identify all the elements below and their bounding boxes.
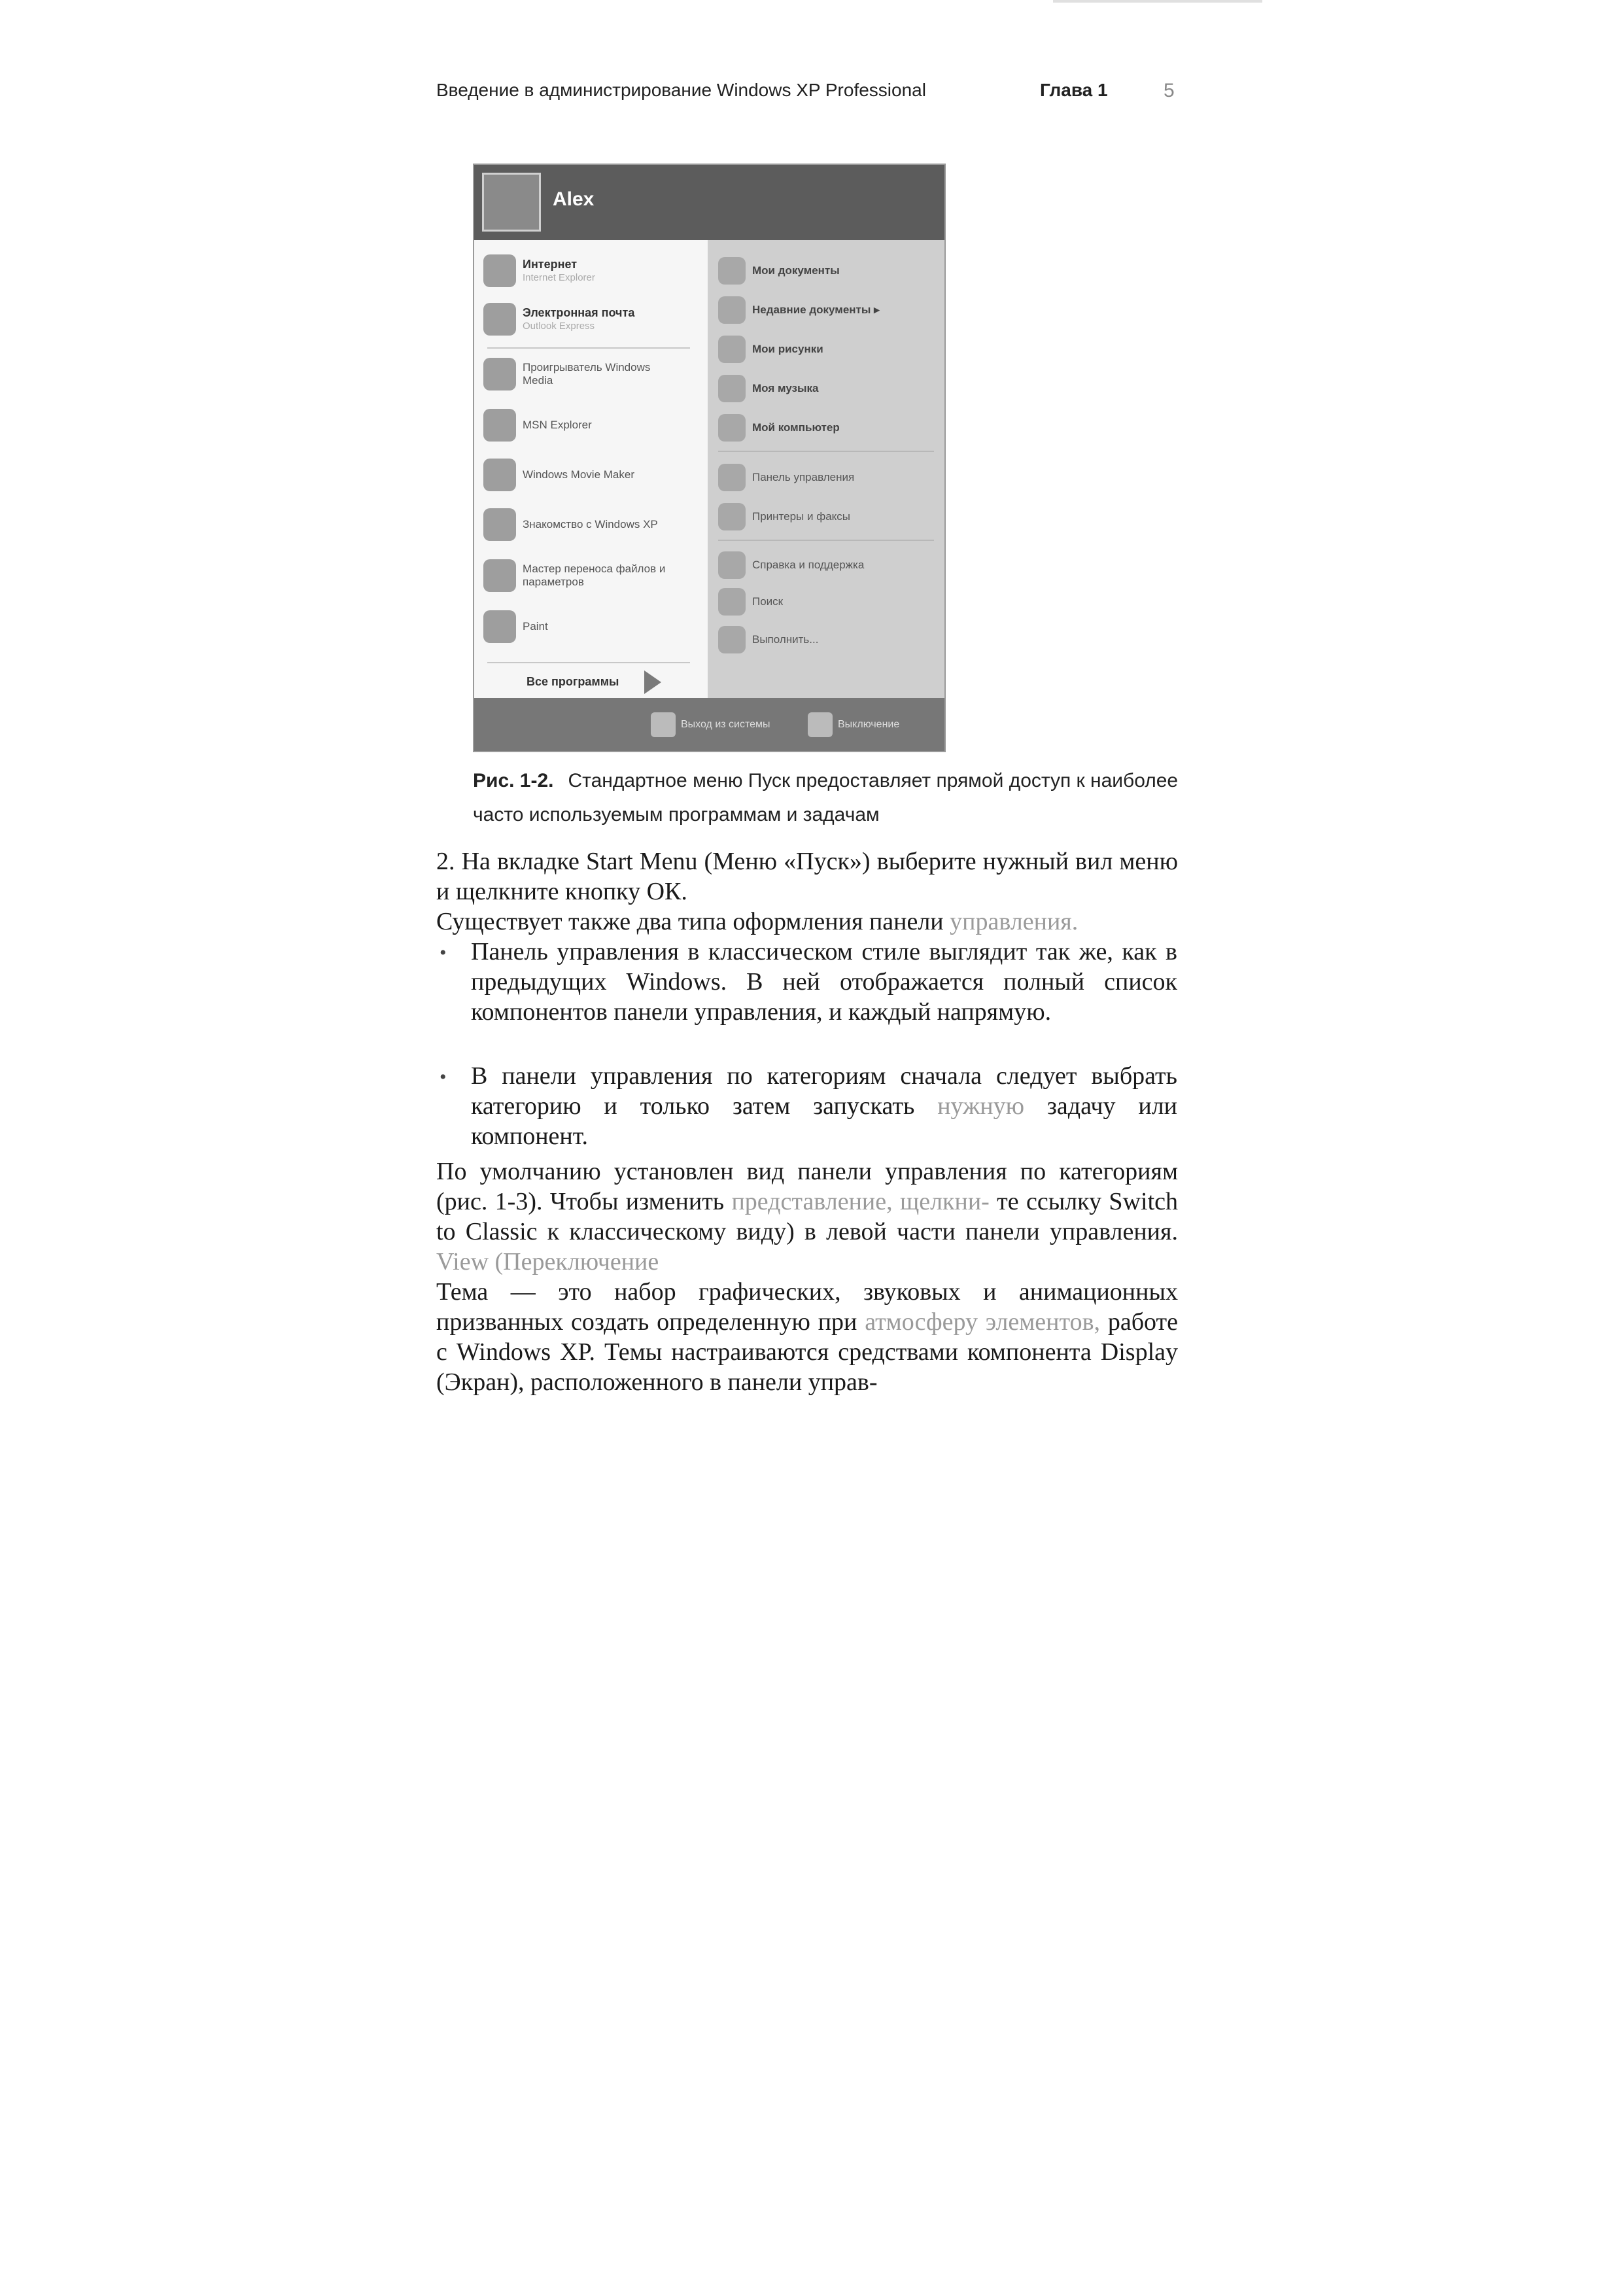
start-menu-footer bbox=[474, 698, 944, 752]
menu-item-recent-documents: Недавние документы ▸ bbox=[718, 296, 880, 324]
page-number: 5 bbox=[1164, 80, 1175, 101]
start-menu-header bbox=[474, 165, 944, 240]
movie-maker-icon bbox=[483, 459, 516, 491]
windows-tour-icon bbox=[483, 508, 516, 541]
menu-item-control-panel: Панель управления bbox=[718, 464, 854, 491]
menu-item-run: Выполнить... bbox=[718, 626, 818, 653]
msn-butterfly-icon bbox=[483, 409, 516, 442]
start-menu-left-column bbox=[474, 240, 708, 698]
menu-item-tour: Знакомство с Windows XP bbox=[483, 508, 658, 541]
menu-separator bbox=[718, 451, 934, 452]
running-header-title: Введение в администрирование Windows XP Professional bbox=[436, 80, 926, 100]
search-icon bbox=[718, 588, 746, 616]
menu-item-movie-maker: Windows Movie Maker bbox=[483, 459, 634, 491]
menu-item-printers: Принтеры и факсы bbox=[718, 503, 850, 530]
menu-item-my-documents: Мои документы bbox=[718, 257, 840, 285]
menu-item-email: Электронная почта Outlook Express bbox=[483, 303, 634, 336]
shutdown-button: Выключение bbox=[808, 712, 899, 737]
all-programs-label: Все программы bbox=[527, 675, 619, 688]
caption-label: Рис. 1-2. bbox=[473, 770, 554, 791]
transfer-wizard-icon bbox=[483, 559, 516, 592]
bullet-category-view: В панели управления по категориям сначала следует выбрать категорию и только затем запускать нужную задачу или компонент. bbox=[471, 1062, 1177, 1150]
caption-text: Стандартное меню Пуск предоставляет прямой доступ к наиболее часто используемым программам и задачам bbox=[473, 770, 1179, 825]
user-name: Alex bbox=[553, 188, 595, 210]
paragraph-two-types: Существует также два типа оформления панели управления. bbox=[436, 908, 1079, 935]
menu-item-paint: Paint bbox=[483, 610, 548, 643]
paragraph-step-2: 2. На вкладке Start Menu (Меню «Пуск») выберите нужный вил меню и щелкните кнопку ОК. bbox=[436, 848, 1178, 905]
menu-separator bbox=[487, 347, 690, 349]
logoff-button: Выход из системы bbox=[651, 712, 770, 737]
running-header-chapter: Глава 1 bbox=[1040, 80, 1108, 100]
paragraph-theme: Тема — это набор графических, звуковых и анимационных призванных создать определенную при атмосферу элементов, работе с Windows XP. Темы настраиваются средствами компонента Display (Экран), расположенного в панели управ- bbox=[436, 1278, 1179, 1396]
start-menu-right-column bbox=[708, 240, 946, 698]
internet-explorer-icon bbox=[483, 254, 516, 287]
menu-item-internet: Интернет Internet Explorer bbox=[483, 254, 595, 287]
media-player-icon bbox=[483, 358, 516, 391]
menu-item-media-player: Проигрыватель Windows Media bbox=[483, 358, 680, 391]
bullet-classic-view: Панель управления в классическом стиле выглядит так же, как в предыдущих Windows. В ней отображается полный список компонентов панели управления, и каждый напрямую. bbox=[471, 938, 1177, 1026]
control-panel-icon bbox=[718, 464, 746, 491]
all-programs-arrow-icon bbox=[644, 670, 661, 694]
menu-item-help: Справка и поддержка bbox=[718, 551, 864, 579]
top-edge-mark bbox=[1053, 0, 1262, 3]
printer-icon bbox=[718, 503, 746, 530]
menu-item-transfer-wizard: Мастер переноса файлов и параметров bbox=[483, 559, 680, 592]
menu-item-my-pictures: Мои рисунки bbox=[718, 336, 823, 363]
music-folder-icon bbox=[718, 375, 746, 402]
menu-item-my-music: Моя музыка bbox=[718, 375, 818, 402]
paint-brush-icon bbox=[483, 610, 516, 643]
computer-icon bbox=[718, 414, 746, 442]
help-icon bbox=[718, 551, 746, 579]
figure-caption bbox=[473, 764, 1179, 832]
paragraph-default-view: По умолчанию установлен вид панели управления по категориям (рис. 1-3). Чтобы изменить представление, щелкни- те ссылку Switch to Classic к классическому виду) в левой части панели управления. View (Переключение bbox=[436, 1158, 1178, 1276]
pictures-folder-icon bbox=[718, 336, 746, 363]
key-icon bbox=[651, 712, 676, 737]
bullet-mark: • bbox=[440, 1066, 447, 1088]
menu-item-msn-explorer: MSN Explorer bbox=[483, 409, 592, 442]
menu-separator bbox=[487, 662, 690, 663]
folder-icon bbox=[718, 257, 746, 285]
bullet-mark: • bbox=[440, 942, 447, 964]
recent-docs-icon bbox=[718, 296, 746, 324]
start-menu-screenshot bbox=[473, 164, 946, 752]
menu-separator bbox=[718, 540, 934, 541]
menu-item-search: Поиск bbox=[718, 588, 783, 616]
outlook-express-icon bbox=[483, 303, 516, 336]
power-icon bbox=[808, 712, 833, 737]
menu-item-my-computer: Мой компьютер bbox=[718, 414, 840, 442]
user-avatar bbox=[482, 173, 541, 232]
run-icon bbox=[718, 626, 746, 653]
